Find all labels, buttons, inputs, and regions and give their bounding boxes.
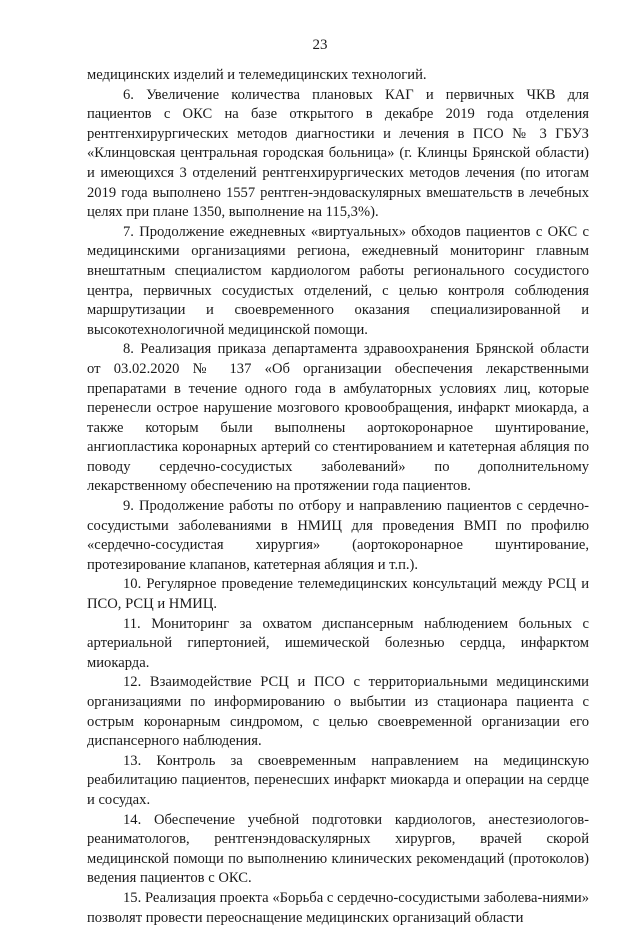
paragraph-item-8: 8. Реализация приказа департамента здравоохранения Брянской области от 03.02.2020 № 137 «Об организации обеспечения лекарственными препаратами в течение одного года в амбулаторных условиях лиц, которые перенесли острое нарушение мозгового кровообращения, инфаркт миокарда, а также которым были выполнены аортокоронарное шунтирование, ангиопластика коронарных артерий со стентированием и катетерная абляция по поводу сердечно-сосудистых заболеваний» по дополнительному лекарственному обеспечению на протяжении года пациентов. xyxy=(87,341,589,495)
paragraph-item-9: 9. Продолжение работы по отбору и направлению пациентов с сердечно-сосудистыми заболеваниями в НМИЦ для проведения ВМП по профилю «сердечно-сосудистая хирургия» (аортокоронарное шунтирование, протезирование клапанов, катетерная абляция и т.п.). xyxy=(87,498,589,573)
paragraph-item-6: 6. Увеличение количества плановых КАГ и первичных ЧКВ для пациентов с ОКС на базе открытого в декабре 2019 года отделения рентгенхирургических методов диагностики и лечения в ПСО № 3 ГБУЗ «Клинцовская центральная городская больница» (г. Клинцы Брянской области) и имеющихся 3 отделений рентгенхирургических методов лечения (по итогам 2019 года выполнено 1557 рентген-эндоваскулярных вмешательств в лечебных целях при плане 1350, выполнение на 115,3%). xyxy=(87,86,589,221)
paragraph-item-7: 7. Продолжение ежедневных «виртуальных» обходов пациентов с ОКС с медицинскими организациями региона, ежедневный мониторинг главным внештатным специалистом кардиологом работы регионального сосудистого центра, первичных сосудистых отделений, с целью контроля соблюдения маршрутизации и своевременного оказания специализированной и высокотехнологичной медицинской помощи. xyxy=(87,223,589,338)
paragraph-item-14: 14. Обеспечение учебной подготовки кардиологов, анестезиологов-реаниматологов, рентгенэндоваскулярных хирургов, врачей скорой медицинской помощи по выполнению клинических рекомендаций (протоколов) ведения пациентов с ОКС. xyxy=(87,811,589,887)
paragraph-item-15: 15. Реализация проекта «Борьба с сердечно-сосудистыми заболева-ниями» позволят провести переоснащение медицинских организаций области xyxy=(87,889,589,926)
paragraph-item-12: 12. Взаимодействие РСЦ и ПСО с территориальными медицинскими организациями по информированию о выбытии из стационара пациента с острым коронарным синдромом, с целью своевременной организации его диспансерного наблюдения. xyxy=(87,674,589,750)
paragraph-item-11: 11. Мониторинг за охватом диспансерным наблюдением больных с артериальной гипертонией, ишемической болезнью сердца, инфарктом миокарда. xyxy=(87,615,589,671)
paragraph-item-13: 13. Контроль за своевременным направлением на медицинскую реабилитацию пациентов, перенесших инфаркт миокарда и операции на сердце и сосудах. xyxy=(87,752,589,808)
page-number: 23 xyxy=(312,37,328,53)
paragraph-continuation: медицинских изделий и телемедицинских технологий. xyxy=(87,67,427,83)
document-body xyxy=(87,66,589,928)
paragraph-item-10: 10. Регулярное проведение телемедицинских консультаций между РСЦ и ПСО, РСЦ и НМИЦ. xyxy=(87,576,589,613)
